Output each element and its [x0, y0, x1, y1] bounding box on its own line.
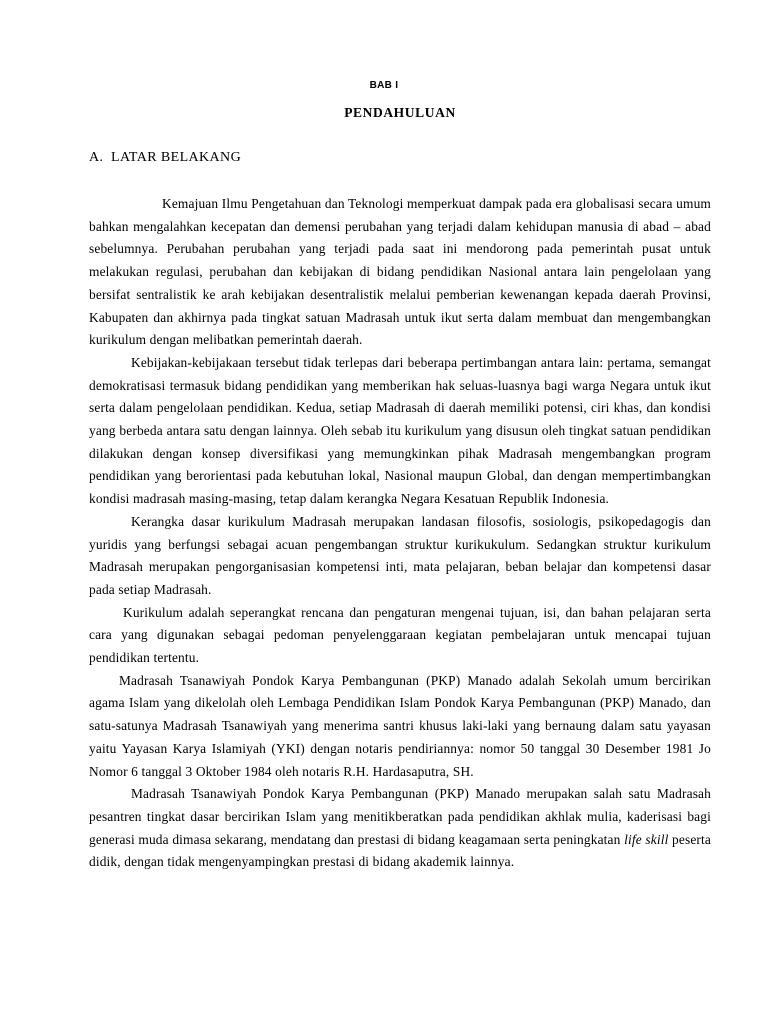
chapter-label: BAB I — [369, 80, 399, 91]
paragraph-3: Kerangka dasar kurikulum Madrasah merupakan landasan filosofis, sosiologis, psikopedagogis dan yuridis yang berfungsi sebagai acuan pengembangan struktur kurikukulum. Sedangkan struktur kurikulum Madrasah merupakan pengorganisasian kompetensi inti, mata pelajaran, beban belajar dan kompetensi dasar pada setiap Madrasah. — [89, 513, 711, 597]
section-title: LATAR BELAKANG — [111, 150, 242, 165]
paragraph-1: Kemajuan Ilmu Pengetahuan dan Teknologi memperkuat dampak pada era globalisasi secara umum bahkan mengalahkan kecepatan dan demensi perubahan yang terjadi dalam kehidupan manusia di abad – abad sebelumnya. Perubahan perubahan yang terjadi pada saat ini mendorong pada pemerintah pusat untuk melakukan regulasi, perubahan dan kebijakan di bidang pendidikan Nasional antara lain pengelolaan yang bersifat sentralistik ke arah kebijakan desentralistik melalui pemberian kewenangan kepada daerah Provinsi, Kabupaten dan akhirnya pada tingkat satuan Madrasah untuk ikut serta dalam membuat dan mengembangkan kurikulum dengan melibatkan pemerintah daerah. — [89, 196, 711, 348]
paragraph-6 — [89, 783, 711, 874]
paragraph-6-italic: life skill — [624, 831, 669, 847]
body-text — [89, 193, 711, 874]
paragraph-6-text-a: Madrasah Tsanawiyah Pondok Karya Pembangunan (PKP) Manado merupakan salah satu Madrasah pesantren tingkat dasar bercirikan Islam yang menitikberatkan pada pendidikan akhlak mulia, kaderisasi bagi generasi muda dimasa sekarang, mendatang dan prestasi di bidang keagamaan serta peningkatan — [89, 786, 711, 847]
section-number: A. — [89, 150, 104, 165]
paragraph-5: Madrasah Tsanawiyah Pondok Karya Pembangunan (PKP) Manado adalah Sekolah umum bercirikan agama Islam yang dikelolah oleh Lembaga Pendidikan Islam Pondok Karya Pembangunan (PKP) Manado, dan satu-satunya Madrasah Tsanawiyah yang menerima santri khusus laki-laki yang bernaung dalam satu yayasan yaitu Yayasan Karya Islamiyah (YKI) dengan notaris pendiriannya: nomor 50 tanggal 30 Desember 1981 Jo Nomor 6 tanggal 3 Oktober 1984 oleh notaris R.H. Hardasaputra, SH. — [89, 672, 711, 779]
paragraph-6-text-b: peserta didik, dengan tidak mengenyampingkan prestasi di bidang akademik lainnya. — [89, 831, 711, 870]
chapter-title: PENDAHULUAN — [344, 105, 456, 120]
paragraph-2: Kebijakan-kebijakaan tersebut tidak terlepas dari beberapa pertimbangan antara lain: pertama, semangat demokratisasi termasuk bidang pendidikan yang memberikan hak seluas-luasnya bagi warga Negara untuk ikut serta dalam pengelolaan pendidikan. Kedua, setiap Madrasah di daerah memiliki potensi, ciri khas, dan kondisi yang berbeda antara satu dengan lainnya. Oleh sebab itu kurikulum yang disusun oleh tingkat satuan pendidikan dilakukan dengan konsep diversifikasi yang memungkinkan pihak Madrasah mengembangkan program pendidikan yang berorientasi pada kebutuhan lokal, Nasional maupun Global, dan dengan mempertimbangkan kondisi madrasah masing-masing, tetap dalam kerangka Negara Kesatuan Republik Indonesia. — [89, 354, 711, 507]
paragraph-4: Kurikulum adalah seperangkat rencana dan pengaturan mengenai tujuan, isi, dan bahan pelajaran serta cara yang digunakan sebagai pedoman penyelenggaraan kegiatan pembelajaran untuk mencapai tujuan pendidikan tertentu. — [89, 604, 711, 666]
section-heading — [89, 150, 241, 166]
